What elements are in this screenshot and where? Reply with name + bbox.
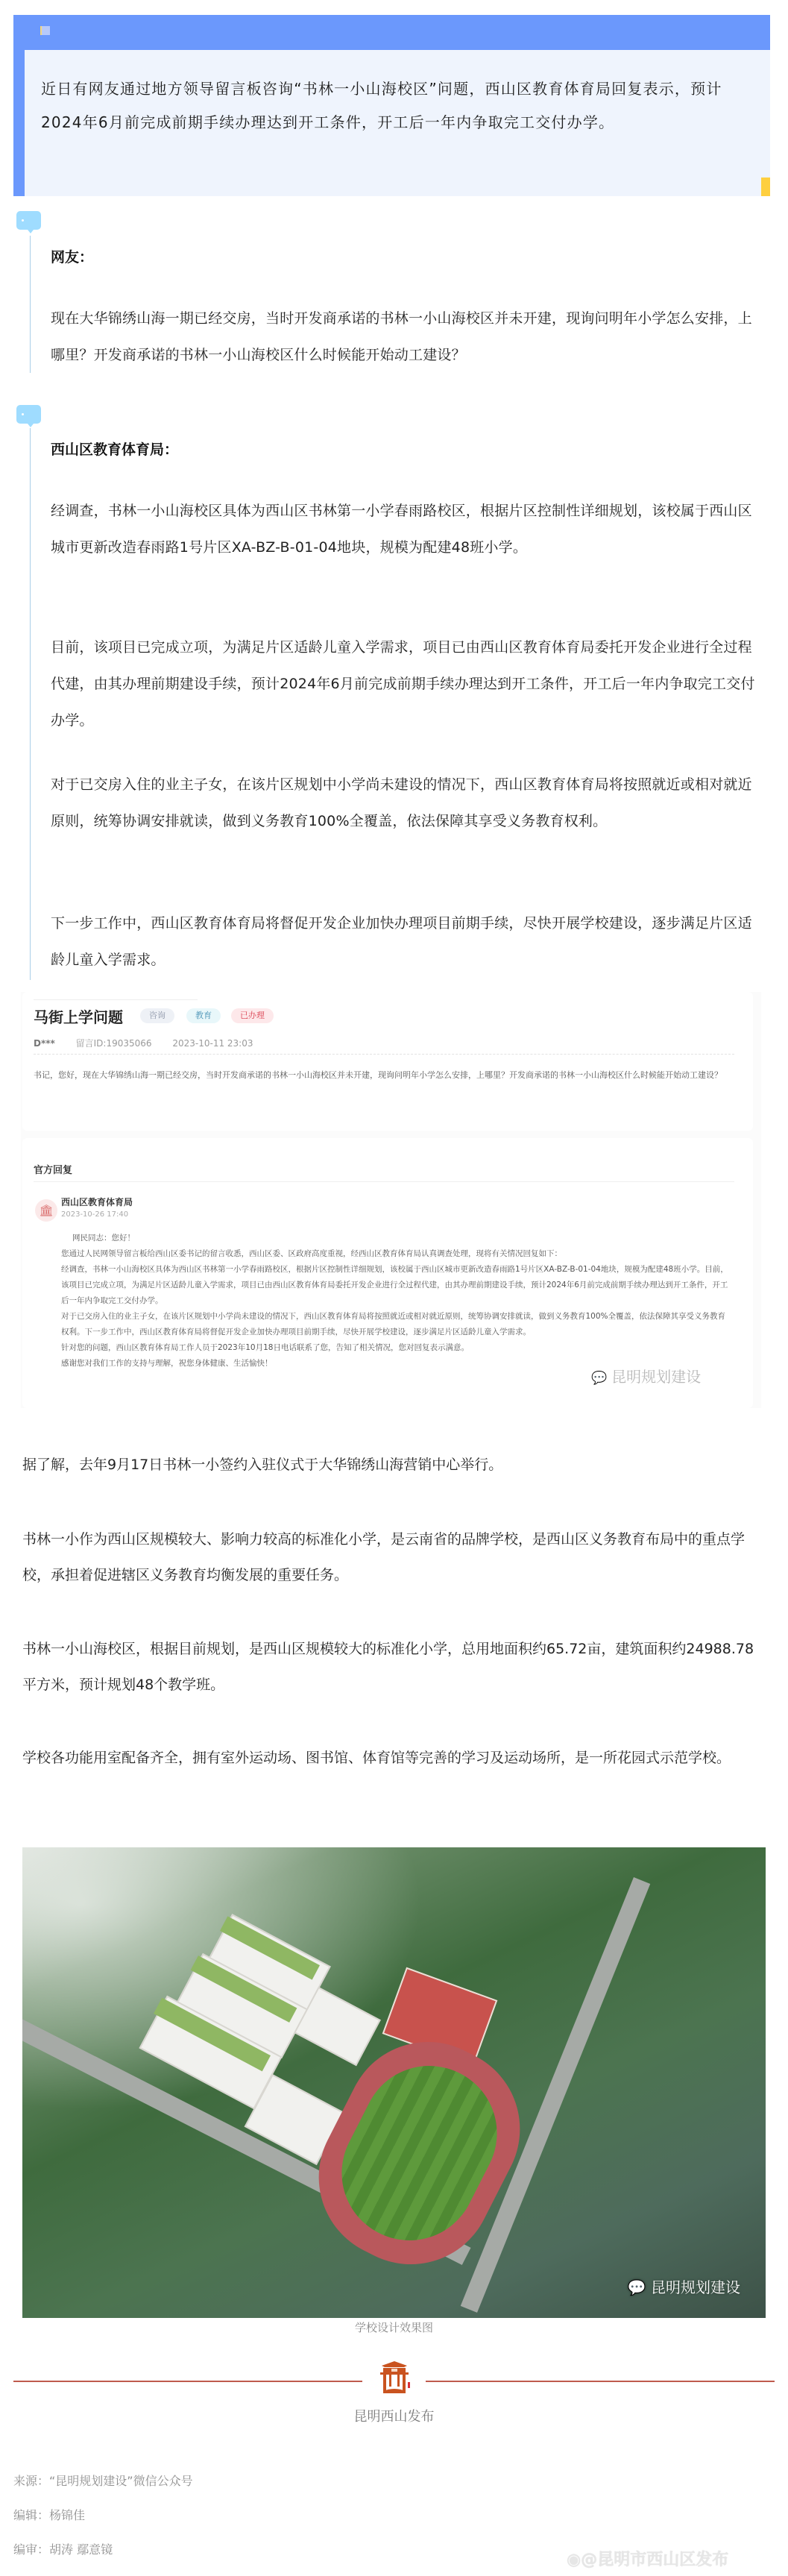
xishan-archway-logo-icon <box>374 2361 415 2394</box>
divider-right <box>426 2381 775 2382</box>
weibo-icon: ◉ <box>567 2551 581 2569</box>
summary-header-icon <box>40 26 50 35</box>
reply-line: 对于已交房入住的业主子女，在该片区规划中小学尚未建设的情况下，西山区教育体育局将按照就近或相对就近原则，统筹协调安排就读，做到义务教育100%全覆盖，依法保障其享受义务教育权利。下一步工作中，西山区教育体育局将督促开发企业加快办理项目前期手续，尽快开展学校建设，逐步满足片区适龄儿童入学需求。 <box>61 1312 726 1336</box>
card-top-line <box>34 999 198 1000</box>
section-line <box>30 428 31 980</box>
summary-box <box>13 15 770 196</box>
image-watermark-text: 昆明规划建设 <box>651 2278 740 2296</box>
brand-name: 昆明西山发布 <box>353 2409 435 2425</box>
reviewer-credit: 编审：胡涛 鄢意镜 <box>13 2542 113 2557</box>
message-body: 书记，您好，现在大华锦绣山海一期已经交房，当时开发商承诺的书林一小山海校区并未开建，现询问明年小学怎么安排，上哪里？开发商承诺的书林一小山海校区什么时候能开始动工建设？ <box>34 1070 722 1080</box>
source-credit: 来源：“昆明规划建设”微信公众号 <box>13 2474 193 2488</box>
weibo-watermark <box>567 2547 728 2570</box>
netizen-question: 现在大华锦绣山海一期已经交房，当时开发商承诺的书林一小山海校区并未开建，现询问明年小学怎么安排，上哪里？开发商承诺的书林一小山海校区什么时候能开始动工建设？ <box>51 310 752 363</box>
message-title: 马街上学问题 <box>34 1008 123 1026</box>
reply-line: 您通过人民网领导留言板给西山区委书记的留言收悉，西山区委、区政府高度重视，经西山区教育体育局认真调查处理，现将有关情况回复如下： <box>61 1249 562 1258</box>
reply-date: 2023-10-26 17:40 <box>61 1210 129 1219</box>
bureau-paragraph: 对于已交房入住的业主子女，在该片区规划中小学尚未建设的情况下，西山区教育体育局将按照就近或相对就近原则，统筹协调安排就读，做到义务教育100%全覆盖，依法保障其享受义务教育权利。 <box>51 776 752 829</box>
tag-consult: 咨询 <box>140 1008 174 1023</box>
tag-status-handled: 已办理 <box>231 1008 274 1023</box>
school-rendering-image <box>22 1847 766 2318</box>
speech-bubble-icon <box>16 211 41 230</box>
reply-body <box>61 1231 732 1372</box>
reply-line: 感谢您对我们工作的支持与理解，祝您身体健康、生活愉快！ <box>61 1359 273 1368</box>
message-datetime: 2023-10-11 23:03 <box>172 1038 253 1049</box>
section-line <box>30 236 31 373</box>
reply-greeting: 网民同志：您好！ <box>72 1234 135 1243</box>
bureau-paragraph: 经调查，书林一小山海校区具体为西山区书林第一小学春雨路校区，根据片区控制性详细规划，该校属于西山区城市更新改造春雨路1号片区XA-BZ-B-01-04地块，规模为配建48班小学。 <box>51 503 752 556</box>
summary-panel <box>25 50 770 196</box>
article-paragraph: 学校各功能用室配备齐全，拥有室外运动场、图书馆、体育馆等完善的学习及运动场所，是一所花园式示范学校。 <box>22 1750 731 1766</box>
summary-text: 近日有网友通过地方领导留言板咨询“书林一小山海校区”问题，西山区教育体育局回复表示，预计2024年6月前完成前期手续办理达到开工条件，开工后一年内争取完工交付办学。 <box>41 80 722 131</box>
message-card <box>22 992 753 1131</box>
article-paragraph: 书林一小山海校区，根据目前规划，是西山区规模较大的标准化小学，总用地面积约65.72亩，建筑面积约24988.78平方米，预计规划48个教学班。 <box>22 1641 754 1693</box>
bureau-label: 西山区教育体育局： <box>51 442 179 458</box>
reply-header: 官方回复 <box>34 1165 73 1176</box>
bureau-paragraph: 目前，该项目已完成立项，为满足片区适龄儿童入学需求，项目已由西山区教育体育局委托开发企业进行全过程代建，由其办理前期建设手续，预计2024年6月前完成前期手续办理达到开工条件，开工后一年内争取完工交付办学。 <box>51 639 755 729</box>
image-watermark: 💬 昆明规划建设 <box>627 2278 740 2296</box>
article-paragraph: 书林一小作为西山区规模较大、影响力较高的标准化小学，是云南省的品牌学校，是西山区义务教育布局中的重点学校，承担着促进辖区义务教育均衡发展的重要任务。 <box>22 1531 746 1583</box>
article-paragraph: 据了解，去年9月17日书林一小签约入驻仪式于大华锦绣山海营销中心举行。 <box>22 1457 503 1473</box>
netizen-label: 网友： <box>51 249 94 266</box>
weibo-watermark-text: @昆明市西山区发布 <box>581 2551 729 2569</box>
image-caption: 学校设计效果图 <box>354 2321 433 2334</box>
embed-watermark-text: 昆明规划建设 <box>611 1368 702 1386</box>
embed-watermark <box>591 1365 701 1386</box>
reply-line: 经调查，书林一小山海校区具体为西山区书林第一小学春雨路校区，根据片区控制性详细规划，该校属于西山区城市更新改造春雨路1号片区XA-BZ-B-01-04地块，规模为配建48班小学。目前，该项目已完成立项，为满足片区适龄儿童入学需求，项目已由西山区教育体育局委托开发企业进行全过程代建，由其办理前期建设手续，预计2024年6月前完成前期手续办理达到开工条件，开工后一年内争取完工交付办学。 <box>61 1265 728 1305</box>
government-building-icon: 🏛 <box>35 1199 57 1222</box>
wechat-icon: 💬 <box>591 1371 608 1386</box>
editor-credit: 编辑：杨锦佳 <box>13 2508 86 2522</box>
reply-org: 西山区教育体育局 <box>61 1197 133 1207</box>
divider-left <box>13 2381 362 2382</box>
speech-bubble-icon <box>16 405 41 424</box>
reply-divider <box>34 1181 734 1182</box>
message-user: D*** <box>34 1038 55 1049</box>
reply-line: 针对您的问题，西山区教育体育局工作人员于2023年10月18日电话联系了您，告知了相关情况，您对回复表示满意。 <box>61 1343 469 1352</box>
message-id: 留言ID:19035066 <box>75 1038 152 1049</box>
bureau-paragraph: 下一步工作中，西山区教育体育局将督促开发企业加快办理项目前期手续，尽快开展学校建设，逐步满足片区适龄儿童入学需求。 <box>51 915 752 968</box>
summary-accent-bar <box>761 178 770 196</box>
message-meta <box>34 1037 271 1049</box>
message-board-screenshot <box>21 992 761 1408</box>
tag-education: 教育 <box>186 1008 221 1023</box>
dashed-divider <box>34 1054 734 1055</box>
